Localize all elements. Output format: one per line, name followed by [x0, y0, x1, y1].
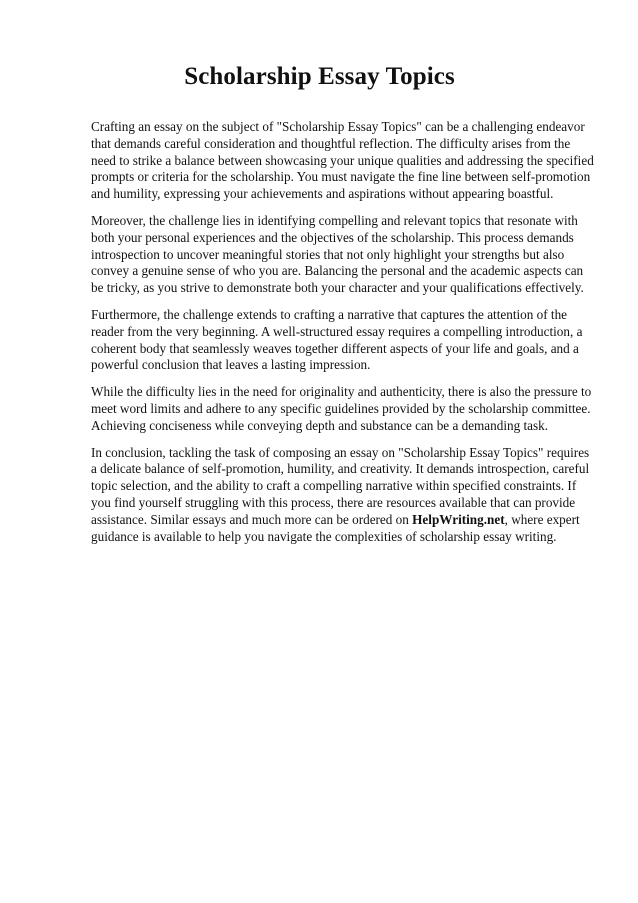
paragraph-5 [91, 445, 596, 546]
paragraph-5-text-after-link: , where expert guidance is available to help you navigate the complexities of scholarship essay writing. [91, 511, 580, 544]
page-title: Scholarship Essay Topics [184, 63, 455, 90]
paragraph-5-text-before-link: In conclusion, tackling the task of composing an essay on "Scholarship Essay Topics" requires a delicate balance of self-promotion, humility, and creativity. It demands introspection, careful topic selection, and the ability to craft a compelling narrative within specified constraints. If you find yourself struggling with this process, there are resources available that can provide assistance. Similar essays and much more can be ordered on [91, 444, 590, 527]
paragraph-4: While the difficulty lies in the need for originality and authenticity, there is also the pressure to meet word limits and adhere to any specific guidelines provided by the scholarship committee. Achieving conciseness while conveying depth and substance can be a demanding task. [91, 384, 592, 433]
paragraph-3: Furthermore, the challenge extends to crafting a narrative that captures the attention of the reader from the very beginning. A well-structured essay requires a compelling introduction, a coherent body that seamlessly weaves together different aspects of your life and goals, and a powerful conclusion that leaves a lasting impression. [91, 306, 583, 373]
paragraph-2: Moreover, the challenge lies in identifying compelling and relevant topics that resonate with both your personal experiences and the objectives of the scholarship. This process demands introspection to uncover meaningful stories that not only highlight your strengths but also convey a genuine sense of who you are. Balancing the personal and the academic aspects can be tricky, as you strive to demonstrate both your character and your qualifications effectively. [91, 212, 584, 296]
helpwriting-link[interactable]: HelpWriting.net [412, 511, 505, 527]
paragraph-1: Crafting an essay on the subject of "Scholarship Essay Topics" can be a challenging endeavor that demands careful consideration and thoughtful reflection. The difficulty arises from the need to strike a balance between showcasing your unique qualities and addressing the specified prompts or criteria for the scholarship. You must navigate the fine line between self-promotion and humility, expressing your achievements and aspirations without appearing boastful. [91, 119, 594, 202]
